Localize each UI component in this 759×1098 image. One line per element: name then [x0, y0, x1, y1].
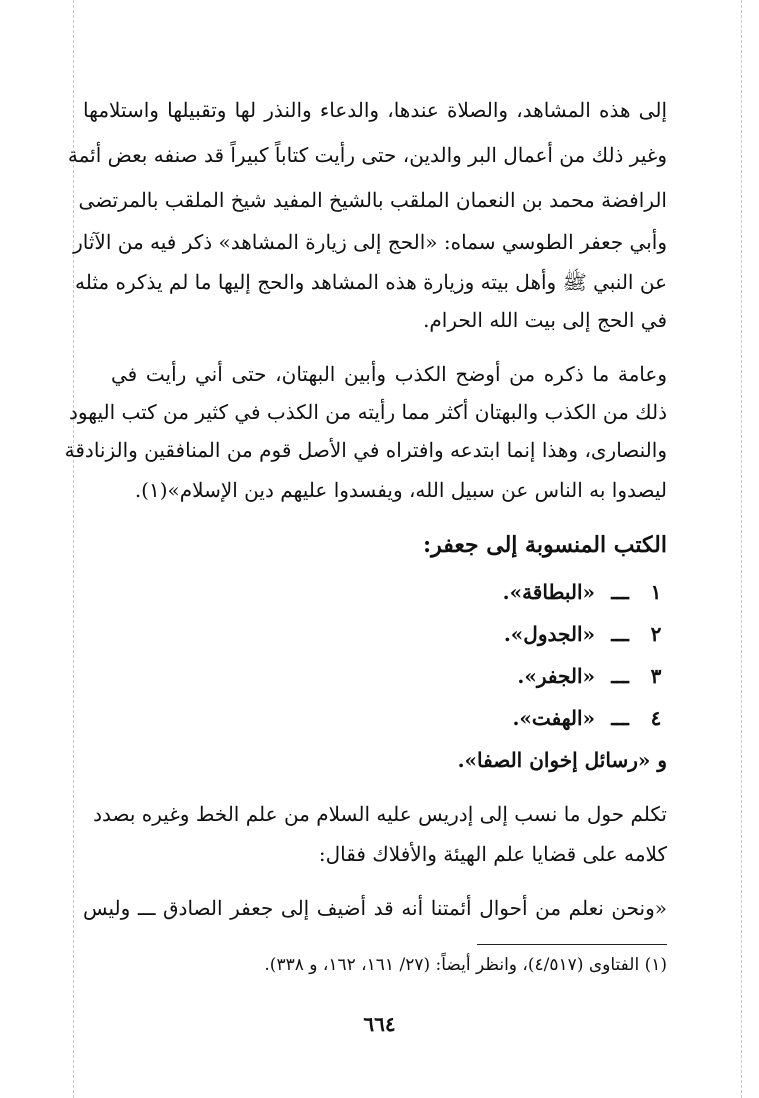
- list-item-dash: ـــ: [611, 580, 629, 604]
- list-item: [517, 662, 667, 690]
- paragraph-1-line-6: في الحج إلى بيت الله الحرام.: [423, 308, 667, 332]
- list-item-number: ١: [650, 580, 662, 604]
- margin-guide-right: [741, 0, 742, 1098]
- list-item-number: ٢: [650, 622, 662, 646]
- list-item-dash: ـــ: [611, 622, 629, 646]
- page-number: ٦٦٤: [363, 1012, 396, 1036]
- list-item-text: «الجدول».: [503, 622, 596, 646]
- paragraph-4-line-1: «ونحن نعلم من أحوال أئمتنا أنه قد أضيف إلى جعفر الصادق ـــ وليس: [83, 896, 667, 920]
- list-item-text: «الهفت».: [512, 706, 596, 730]
- list-item: [503, 578, 667, 606]
- paragraph-1-line-2: وغير ذلك من أعمال البر والدين، حتى رأيت كتاباً كبيراً قد صنفه بعض أئمة: [67, 143, 667, 167]
- list-item-dash: ـــ: [611, 664, 629, 688]
- list-item-text: «البطاقة».: [502, 580, 596, 604]
- list-item: [504, 620, 667, 648]
- paragraph-3-line-2: كلامه على قضايا علم الهيئة والأفلاك فقال:: [318, 842, 667, 866]
- paragraph-2-line-3: والنصارى، وهذا إنما ابتدعه وافتراه في الأصل قوم من المنافقين والزنادقة: [64, 438, 667, 462]
- list-item-number: ٣: [650, 664, 662, 688]
- paragraph-2-line-1: وعامة ما ذكره من أوضح الكذب وأبين البهتان، حتى أني رأيت في: [111, 362, 667, 386]
- paragraph-1-line-3: الرافضة محمد بن النعمان الملقب بالشيخ المفيد شيخ الملقب بالمرتضى: [78, 188, 667, 212]
- paragraph-3-line-1: تكلم حول ما نسب إلى إدريس عليه السلام من علم الخط وغيره بصدد: [93, 802, 667, 826]
- list-item-extra: و «رسائل إخوان الصفا».: [457, 748, 667, 772]
- paragraph-1-line-1: إلى هذه المشاهد، والصلاة عندها، والدعاء والنذر لها وتقبيلها واستلامها: [83, 98, 667, 122]
- list-item: [512, 704, 667, 732]
- footnote: (١) الفتاوى (٤/٥١٧)، وانظر أيضاً: (٢٧/ ١٦١، ١٦٢، و ٣٣٨).: [264, 955, 667, 975]
- list-item-text: «الجفر».: [517, 664, 596, 688]
- paragraph-1-line-5: عن النبي ﷺ وأهل بيته وزيارة هذه المشاهد والحج إليها ما لم يذكره مثله: [75, 270, 667, 294]
- section-heading: الكتب المنسوبة إلى جعفر:: [422, 532, 667, 558]
- paragraph-2-line-4: ليصدوا به الناس عن سبيل الله، ويفسدوا عليهم دين الإسلام»(١).: [134, 478, 667, 502]
- list-item-number: ٤: [650, 706, 662, 730]
- list-item-dash: ـــ: [611, 706, 629, 730]
- paragraph-2-line-2: ذلك من الكذب والبهتان أكثر مما رأيته من الكذب في كثير من كتب اليهود: [69, 400, 667, 424]
- footnote-separator: [477, 944, 667, 945]
- paragraph-1-line-4: وأبي جعفر الطوسي سماه: «الحج إلى زيارة المشاهد» ذكر فيه من الآثار: [73, 230, 667, 254]
